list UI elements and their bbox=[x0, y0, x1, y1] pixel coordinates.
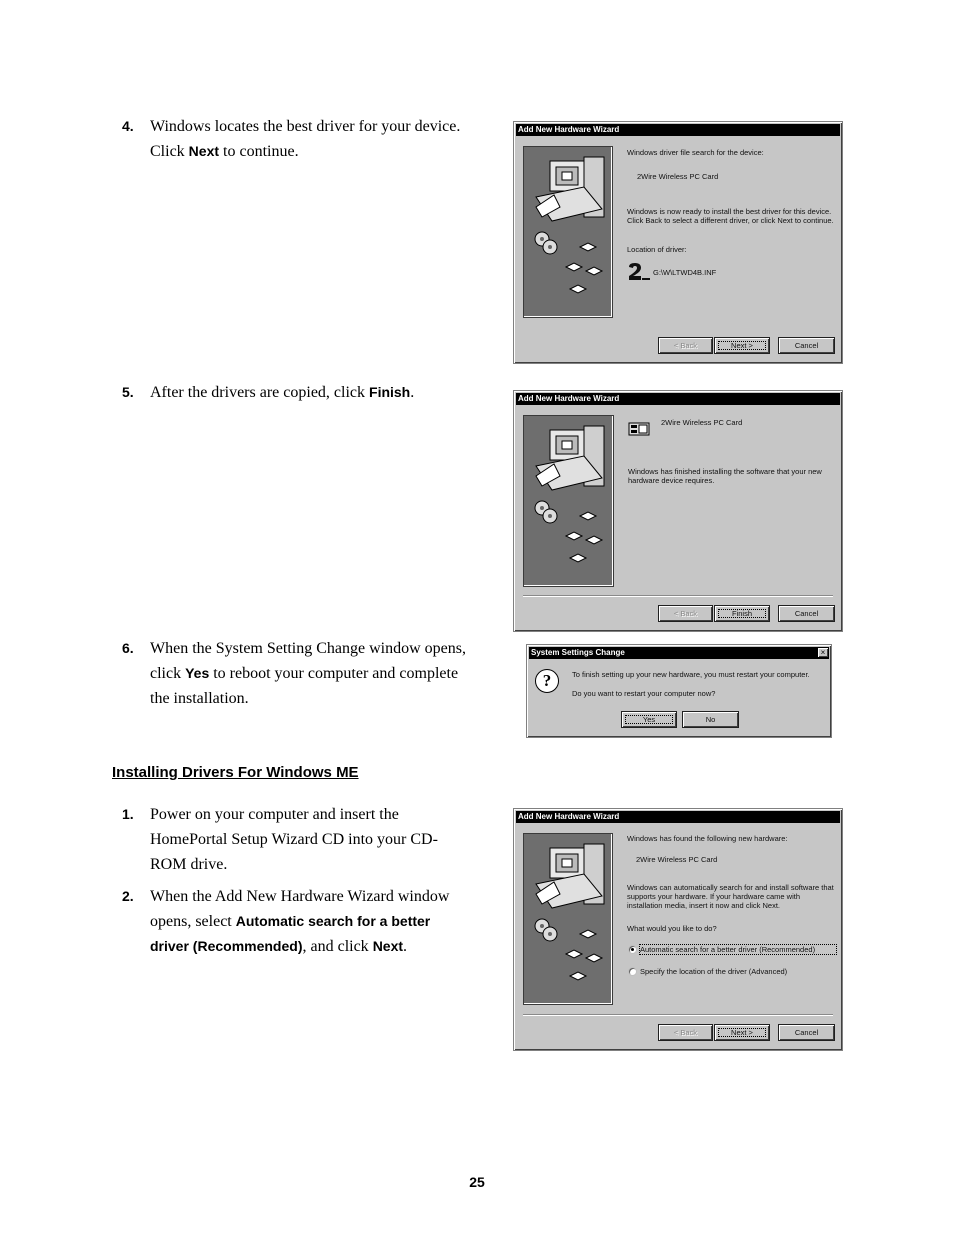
system-settings-change-dialog bbox=[526, 644, 832, 738]
driver-path: G:\W\LTWD4B.INF bbox=[653, 268, 717, 277]
step-number: 6. bbox=[122, 640, 134, 656]
step-text: Windows locates the best driver for your device. Click Next to continue. bbox=[150, 118, 461, 160]
wizard-illustration bbox=[523, 833, 613, 1005]
cancel-button[interactable]: Cancel bbox=[779, 338, 834, 353]
dialog-title: System Settings Change bbox=[529, 647, 829, 659]
finish-button[interactable]: Finish bbox=[715, 606, 769, 621]
section-heading: Installing Drivers For Windows ME bbox=[112, 764, 359, 781]
device-name: 2Wire Wireless PC Card bbox=[637, 172, 719, 181]
2wire-logo-icon bbox=[627, 262, 651, 284]
wizard-illustration bbox=[523, 415, 614, 587]
dialog-title: Add New Hardware Wizard bbox=[516, 124, 840, 136]
pc-card-icon bbox=[628, 421, 650, 437]
add-hardware-wizard-dialog-me bbox=[513, 808, 843, 1051]
cancel-button[interactable]: Cancel bbox=[779, 1025, 834, 1040]
close-icon[interactable]: × bbox=[818, 648, 828, 657]
dialog-line: To finish setting up your new hardware, you must restart your computer. bbox=[572, 670, 810, 679]
step-text: After the drivers are copied, click Finish. bbox=[150, 384, 415, 401]
divider bbox=[523, 595, 833, 597]
dialog-question: What would you like to do? bbox=[627, 924, 717, 933]
step-text: When the System Setting Change window opens, click Yes to reboot your computer and complete the installation. bbox=[150, 640, 466, 707]
location-label: Location of driver: bbox=[627, 245, 687, 254]
no-button[interactable]: No bbox=[683, 712, 738, 727]
step-number: 5. bbox=[122, 384, 134, 400]
cancel-button[interactable]: Cancel bbox=[779, 606, 834, 621]
dialog-paragraph: Windows has finished installing the software that your new hardware device requires. bbox=[628, 467, 822, 485]
step-number: 2. bbox=[122, 888, 134, 904]
dialog-line: Windows driver file search for the device: bbox=[627, 148, 764, 157]
page-number: 25 bbox=[469, 1174, 485, 1190]
computer-cd-icon bbox=[524, 416, 613, 586]
specify-location-option[interactable]: Specify the location of the driver (Advanced) bbox=[640, 967, 788, 976]
automatic-search-radio[interactable] bbox=[629, 946, 636, 953]
computer-cd-icon bbox=[524, 834, 612, 1004]
next-button[interactable]: Next > bbox=[715, 338, 769, 353]
divider bbox=[523, 1014, 833, 1016]
step-number: 1. bbox=[122, 806, 134, 822]
step-number: 4. bbox=[122, 118, 134, 134]
wizard-illustration bbox=[523, 146, 613, 318]
dialog-paragraph: Windows is now ready to install the best driver for this device. Click Back to select a different driver, or click Next to continue. bbox=[627, 207, 834, 225]
yes-button[interactable]: Yes bbox=[622, 712, 676, 727]
automatic-search-option[interactable]: Automatic search for a better driver (Recommended) bbox=[640, 945, 836, 954]
dialog-title: Add New Hardware Wizard bbox=[516, 811, 840, 823]
back-button[interactable]: < Back bbox=[659, 606, 712, 621]
dialog-paragraph: Windows can automatically search for and install software that supports your hardware. If your hardware came with installation media, insert it now and click Next. bbox=[627, 883, 834, 910]
back-button[interactable]: < Back bbox=[659, 338, 712, 353]
question-icon: ? bbox=[535, 669, 559, 693]
step-text: Power on your computer and insert the HomePortal Setup Wizard CD into your CD-ROM drive. bbox=[150, 806, 438, 873]
dialog-line: Windows has found the following new hardware: bbox=[627, 834, 788, 843]
computer-cd-icon bbox=[524, 147, 612, 317]
next-button[interactable]: Next > bbox=[715, 1025, 769, 1040]
device-name: 2Wire Wireless PC Card bbox=[661, 418, 743, 427]
add-hardware-wizard-dialog-2 bbox=[513, 390, 843, 632]
step-text: When the Add New Hardware Wizard window opens, select Automatic search for a better driver (Recommended), and click Next. bbox=[150, 888, 450, 955]
device-name: 2Wire Wireless PC Card bbox=[636, 855, 718, 864]
add-hardware-wizard-dialog-1 bbox=[513, 121, 843, 364]
dialog-title: Add New Hardware Wizard bbox=[516, 393, 840, 405]
specify-location-radio[interactable] bbox=[629, 968, 636, 975]
back-button[interactable]: < Back bbox=[659, 1025, 712, 1040]
dialog-question: Do you want to restart your computer now? bbox=[572, 689, 716, 698]
